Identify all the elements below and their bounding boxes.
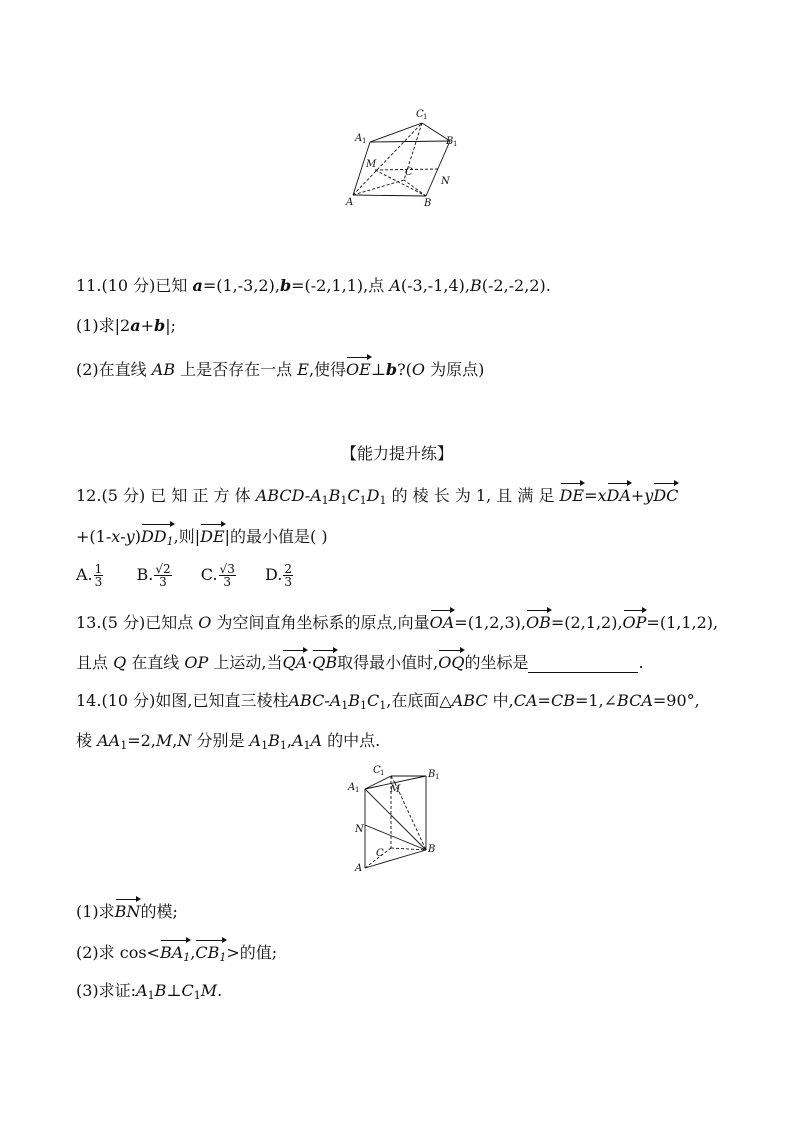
svg-text:1: 1 <box>435 773 440 781</box>
section-title: 【能力提升练】 <box>340 444 453 463</box>
q12-options <box>76 563 294 588</box>
q11-part1: (1)求|2a+b|; <box>76 316 176 335</box>
svg-text:1: 1 <box>423 113 428 121</box>
label-B1: B <box>446 136 454 147</box>
label-B: B <box>424 198 432 209</box>
answer-blank[interactable] <box>528 656 638 673</box>
svg-text:1: 1 <box>380 769 385 777</box>
label-B: B <box>428 844 436 855</box>
option-c: C. $\frac{√3}{3}$ <box>200 562 235 589</box>
label-C: C <box>376 848 384 859</box>
prism-figure-1 <box>340 104 470 214</box>
q11-statement: 11.(10 分)已知 a=(1,-3,2),b=(-2,1,1),点 A(-3,-1,4),B(-2,-2,2). <box>76 276 551 295</box>
label-B1: B <box>428 769 436 780</box>
q14-statement-2: 棱 $AA_1=2,M,N$ 分别是 $A_1B_1,A_1A$ 的中点. <box>76 731 381 752</box>
svg-text:1: 1 <box>453 140 458 148</box>
label-N: N <box>355 824 364 835</box>
label-C1: C <box>416 109 424 120</box>
q14-part3: (3)求证$:A_1B\perp C_1M$. <box>76 981 223 1002</box>
label-A1: A <box>348 782 356 793</box>
label-A: A <box>346 197 354 208</box>
prism-figure-2 <box>342 760 452 880</box>
option-a: A. $\frac{1}{3}$ <box>76 562 103 589</box>
label-C: C <box>405 167 413 178</box>
svg-text:1: 1 <box>355 786 360 794</box>
q11-part2: (2)在直线 AB 上是否存在一点 E,使得OE⊥b?(O 为原点) <box>76 356 484 380</box>
label-N: N <box>441 176 450 187</box>
label-A1: A <box>355 133 363 144</box>
q13-statement-2: 且点 Q 在直线 OP 上运动,当QA·QB取得最小值时,OQ的坐标是 . <box>76 649 644 673</box>
option-b: B. $\frac{√2}{3}$ <box>136 562 171 589</box>
q14-statement: 14.(10 分)如图,已知直三棱柱ABC-$A_1B_1C_1$,在底面△ABC 中,CA=CB=1,∠BCA=90°, <box>76 691 700 712</box>
label-M: M <box>390 784 401 795</box>
q14-part2: (2)求 $\cos<BA_1,CB_1>$的值; <box>76 939 277 968</box>
q14-part1: (1)求BN的模; <box>76 898 178 922</box>
label-A: A <box>355 863 363 874</box>
q13-statement: 13.(5 分)已知点 O 为空间直角坐标系的原点,向量OA=(1,2,3),OB=(2,1,2),OP=(1,1,2), <box>76 609 718 633</box>
option-d: D. $\frac{2}{3}$ <box>265 562 292 589</box>
label-C1: C <box>373 765 381 776</box>
q12-statement: 12.(5 分) 已 知 正 方 体 ABCD-$A_1B_1C_1D_1$ 的 棱 长 为 1, 且 满 足 DE=xDA+yDC <box>76 482 678 511</box>
svg-text:1: 1 <box>362 137 367 145</box>
q12-statement-2: $+(1-x-y)DD_1$,则|DE|的最小值是( ) <box>76 523 328 552</box>
label-M: M <box>366 159 377 170</box>
